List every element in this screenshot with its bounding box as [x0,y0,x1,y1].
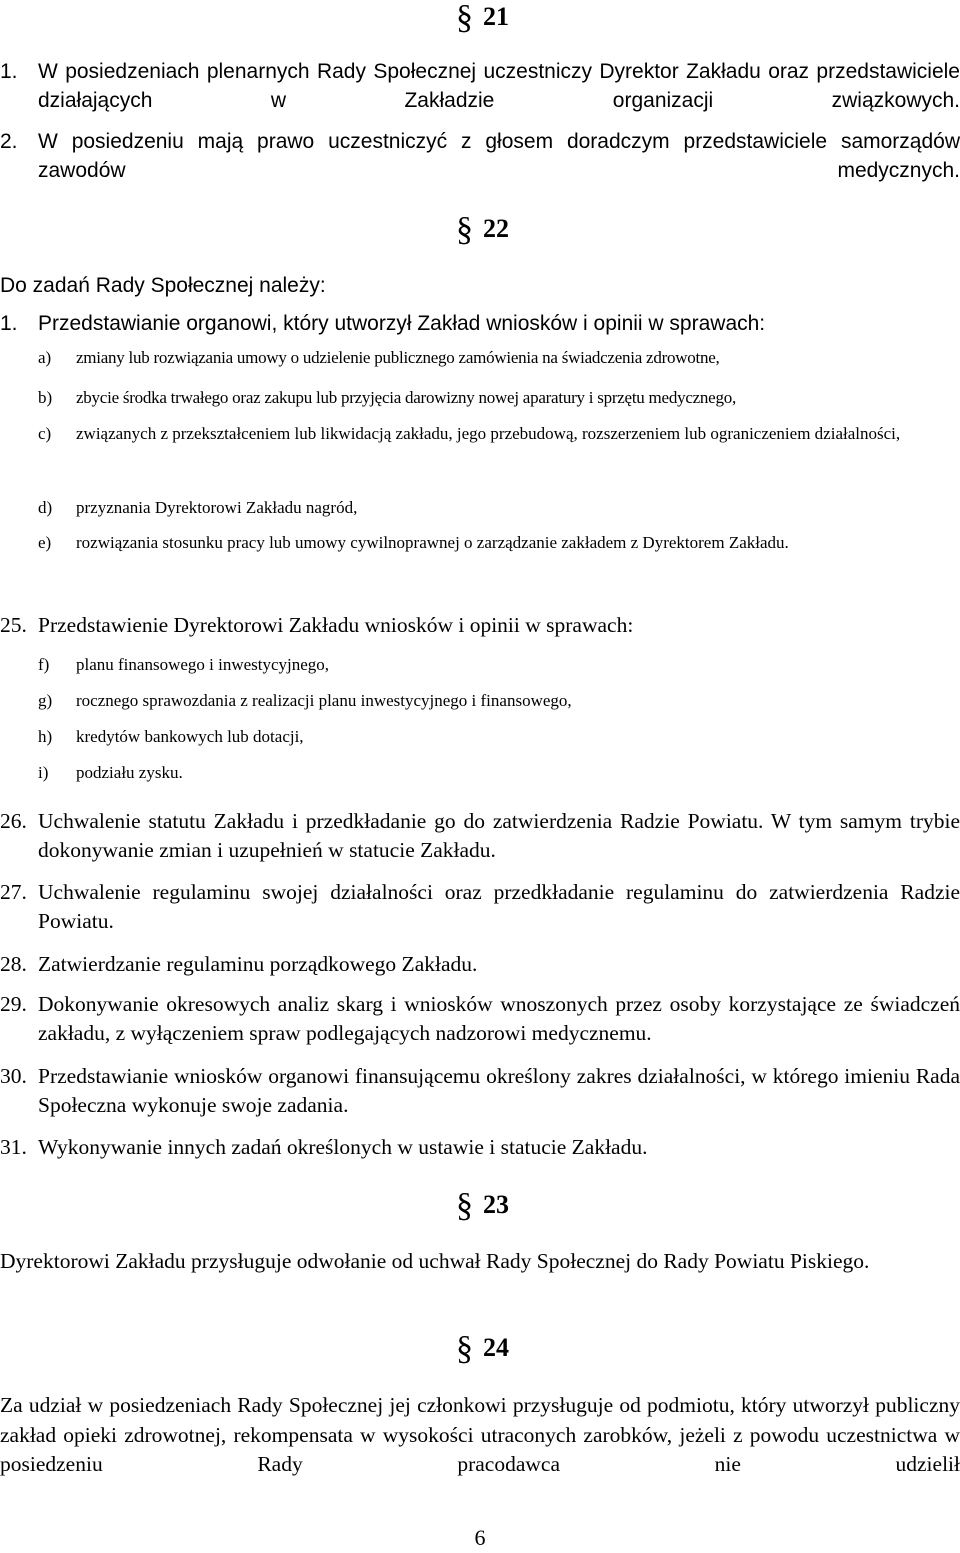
sub-item-letter: d) [38,498,53,517]
section-paragraph: Za udział w posiedzeniach Rady Społecznej jej członkowi przysługuje od podmiotu, który utworzył publiczny zakład opieki zdrowotnej, rekompensata w wysokości utraconych zarobków, jeżeli z powodu uczestnictwa w posiedzeniu Rady pracodawca nie udzielił [0,1393,960,1476]
section-number: 24 [483,1333,509,1362]
list-item [0,1062,960,1122]
sub-item-text: zmiany lub rozwiązania umowy o udzielenie publicznego zamówienia na świadczenia zdrowotne, [76,348,720,367]
section-heading-24 [456,1330,509,1367]
sub-item-text: związanych z przekształceniem lub likwidacją zakładu, jego przebudową, rozszerzeniem lub ograniczeniem działalności, [76,424,901,443]
sub-item-text: zbycie środka trwałego oraz zakupu lub przyjęcia darowizny nowej aparatury i sprzętu medycznego, [76,388,736,407]
item-text: Zatwierdzanie regulaminu porządkowego Zakładu. [38,952,478,976]
sub-item-text: kredytów bankowych lub dotacji, [76,727,304,746]
section-paragraph: Dyrektorowi Zakładu przysługuje odwołanie od uchwał Rady Społecznej do Rady Powiatu Piskiego. [0,1249,870,1273]
section-symbol: § [456,0,473,36]
sub-item-text: rozwiązania stosunku pracy lub umowy cywilnoprawnej o zarządzanie zakładem z Dyrektorem Zakładu. [76,533,789,552]
item-number: 25. [0,613,27,637]
sub-item-letter: h) [38,727,53,746]
item-text: Wykonywanie innych zadań określonych w ustawie i statucie Zakładu. [38,1135,648,1159]
item-text: W posiedzeniach plenarnych Rady Społecznej uczestniczy Dyrektor Zakładu oraz przedstawiciele działających w Zakładzie organizacji związkowych. [38,60,960,112]
list-item [0,990,960,1050]
item-number: 1. [0,60,18,83]
sub-item-text: rocznego sprawozdania z realizacji planu inwestycyjnego i finansowego, [76,691,572,710]
sub-item-letter: b) [38,388,53,407]
item-text: Przedstawianie organowi, który utworzył Zakład wniosków i opinii w sprawach: [38,312,766,335]
list-item [0,878,960,938]
item-number: 30. [0,1064,27,1088]
section-heading-23 [456,1187,509,1224]
list-item [0,57,960,117]
item-text: W posiedzeniu mają prawo uczestniczyć z głosem doradczym przedstawiciele samorządów zawodów medycznych. [38,130,960,182]
section-intro: Do zadań Rady Społecznej należy: [0,274,326,297]
item-number: 31. [0,1135,27,1159]
list-item [0,950,960,980]
list-item [0,1133,960,1163]
section-number: 21 [483,2,509,31]
item-number: 29. [0,992,27,1016]
section-number: 23 [483,1190,509,1219]
item-text: Dokonywanie okresowych analiz skarg i wniosków wnoszonych przez osoby korzystające ze świadczeń zakładu, z wyłączeniem spraw podlegających nadzorowi medycznemu. [38,992,960,1045]
item-number: 27. [0,880,27,904]
item-number: 1. [0,312,18,335]
item-number: 26. [0,809,27,833]
sub-item-letter: g) [38,691,53,710]
list-item [0,309,960,339]
sub-item-letter: c) [38,424,52,443]
list-item [0,807,960,867]
sub-item-letter: i) [38,763,49,782]
list-item [0,127,960,187]
sub-item-letter: e) [38,533,52,552]
list-item [0,611,960,641]
section-number: 22 [483,214,509,243]
page-number: 6 [474,1525,486,1550]
item-number: 2. [0,130,18,153]
section-heading-22 [456,211,509,248]
section-symbol: § [456,1330,473,1367]
sub-item-letter: a) [38,348,52,367]
item-text: Uchwalenie statutu Zakładu i przedkładanie go do zatwierdzenia Radzie Powiatu. W tym samym trybie dokonywanie zmian i uzupełnień w statucie Zakładu. [38,809,960,862]
item-number: 28. [0,952,27,976]
item-text: Uchwalenie regulaminu swojej działalności oraz przedkładanie regulaminu do zatwierdzenia Radzie Powiatu. [38,880,960,933]
sub-item-letter: f) [38,655,50,674]
item-text: Przedstawienie Dyrektorowi Zakładu wniosków i opinii w sprawach: [38,613,634,637]
sub-item-text: przyznania Dyrektorowi Zakładu nagród, [76,498,358,517]
section-symbol: § [456,1187,473,1224]
item-text: Przedstawianie wniosków organowi finansującemu określony zakres działalności, w którego imieniu Rada Społeczna wykonuje swoje zadania. [38,1064,960,1117]
sub-item-text: podziału zysku. [76,763,183,782]
section-heading-21 [456,0,509,36]
sub-item-text: planu finansowego i inwestycyjnego, [76,655,330,674]
section-symbol: § [456,211,473,248]
